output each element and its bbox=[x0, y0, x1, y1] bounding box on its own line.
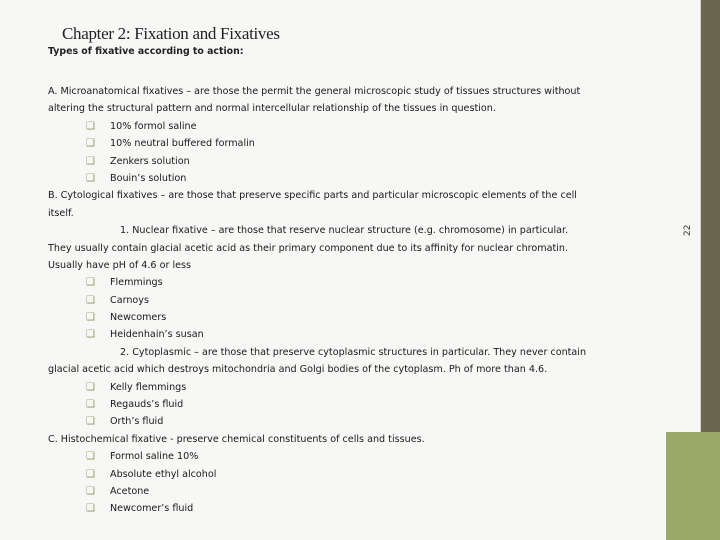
list-item-label: Formol saline 10% bbox=[110, 451, 199, 463]
slide-title: Chapter 2: Fixation and Fixatives bbox=[62, 24, 280, 43]
bullet-icon: ❑ bbox=[86, 468, 95, 480]
bullet-icon: ❑ bbox=[86, 451, 95, 463]
list-item-label: 10% formol saline bbox=[110, 120, 197, 132]
bullet-icon: ❑ bbox=[86, 277, 95, 289]
list-item-label: Bouin’s solution bbox=[110, 172, 187, 184]
text-line: C. Histochemical fixative - preserve chemical constituents of cells and tissues. bbox=[48, 433, 425, 445]
slide-body bbox=[48, 83, 608, 518]
list-item bbox=[48, 413, 608, 430]
list-item-label: Acetone bbox=[110, 485, 150, 497]
list-item bbox=[48, 448, 608, 465]
list-item-label: Zenkers solution bbox=[110, 155, 190, 167]
list-item bbox=[48, 153, 608, 170]
text-line: Usually have pH of 4.6 or less bbox=[48, 259, 192, 271]
list-item bbox=[48, 309, 608, 326]
text-line: They usually contain glacial acetic acid as their primary component due to its affinity for nuclear chromatin. bbox=[48, 242, 569, 254]
bullet-icon: ❑ bbox=[86, 312, 95, 324]
slide-subtitle: Types of fixative according to action: bbox=[48, 46, 244, 57]
text-line: itself. bbox=[48, 207, 74, 219]
sidebar-top-panel bbox=[666, 0, 701, 432]
text-line: A. Microanatomical fixatives – are those the permit the general microscopic study of tissues structures without bbox=[48, 86, 581, 97]
list-item bbox=[48, 326, 608, 343]
list-item bbox=[48, 135, 608, 152]
list-item bbox=[48, 466, 608, 483]
list-item-label: Kelly flemmings bbox=[110, 381, 187, 393]
bullet-icon: ❑ bbox=[86, 485, 95, 497]
bullet-icon: ❑ bbox=[86, 329, 95, 341]
list-item bbox=[48, 170, 608, 187]
list-item-label: Absolute ethyl alcohol bbox=[110, 468, 217, 480]
list-item bbox=[48, 379, 608, 396]
list-item bbox=[48, 118, 608, 135]
page-number: 22 bbox=[683, 224, 693, 236]
list-item-label: Heidenhain’s susan bbox=[110, 329, 204, 341]
text-line: altering the structural pattern and normal intercellular relationship of the tissues in question. bbox=[48, 103, 496, 115]
list-item bbox=[48, 396, 608, 413]
bullet-icon: ❑ bbox=[86, 399, 95, 411]
text-line: glacial acetic acid which destroys mitochondria and Golgi bodies of the cytoplasm. Ph of more than 4.6. bbox=[48, 364, 548, 376]
bullet-icon: ❑ bbox=[86, 503, 95, 515]
bullet-icon: ❑ bbox=[86, 155, 95, 167]
bullet-icon: ❑ bbox=[86, 381, 95, 393]
list-item bbox=[48, 274, 608, 291]
list-item bbox=[48, 292, 608, 309]
list-item bbox=[48, 483, 608, 500]
sidebar-accent-block bbox=[666, 432, 720, 540]
list-item-label: 10% neutral buffered formalin bbox=[110, 138, 255, 150]
list-item-label: Newcomers bbox=[110, 312, 167, 324]
list-item-label: Carnoys bbox=[110, 294, 149, 306]
list-item-label: Orth’s fluid bbox=[110, 416, 164, 428]
list-item bbox=[48, 500, 608, 517]
text-line: 1. Nuclear fixative – are those that reserve nuclear structure (e.g. chromosome) in particular. bbox=[120, 225, 569, 237]
bullet-icon: ❑ bbox=[86, 138, 95, 150]
bullet-icon: ❑ bbox=[86, 120, 95, 132]
bullet-icon: ❑ bbox=[86, 172, 95, 184]
list-item-label: Regauds’s fluid bbox=[110, 399, 184, 411]
bullet-icon: ❑ bbox=[86, 294, 95, 306]
list-item-label: Flemmings bbox=[110, 277, 163, 289]
text-line: 2. Cytoplasmic – are those that preserve cytoplasmic structures in particular. They never contain bbox=[120, 346, 587, 358]
list-item-label: Newcomer’s fluid bbox=[110, 503, 194, 515]
bullet-icon: ❑ bbox=[86, 416, 95, 428]
text-line: B. Cytological fixatives – are those that preserve specific parts and particular microscopic elements of the cell bbox=[48, 190, 577, 202]
